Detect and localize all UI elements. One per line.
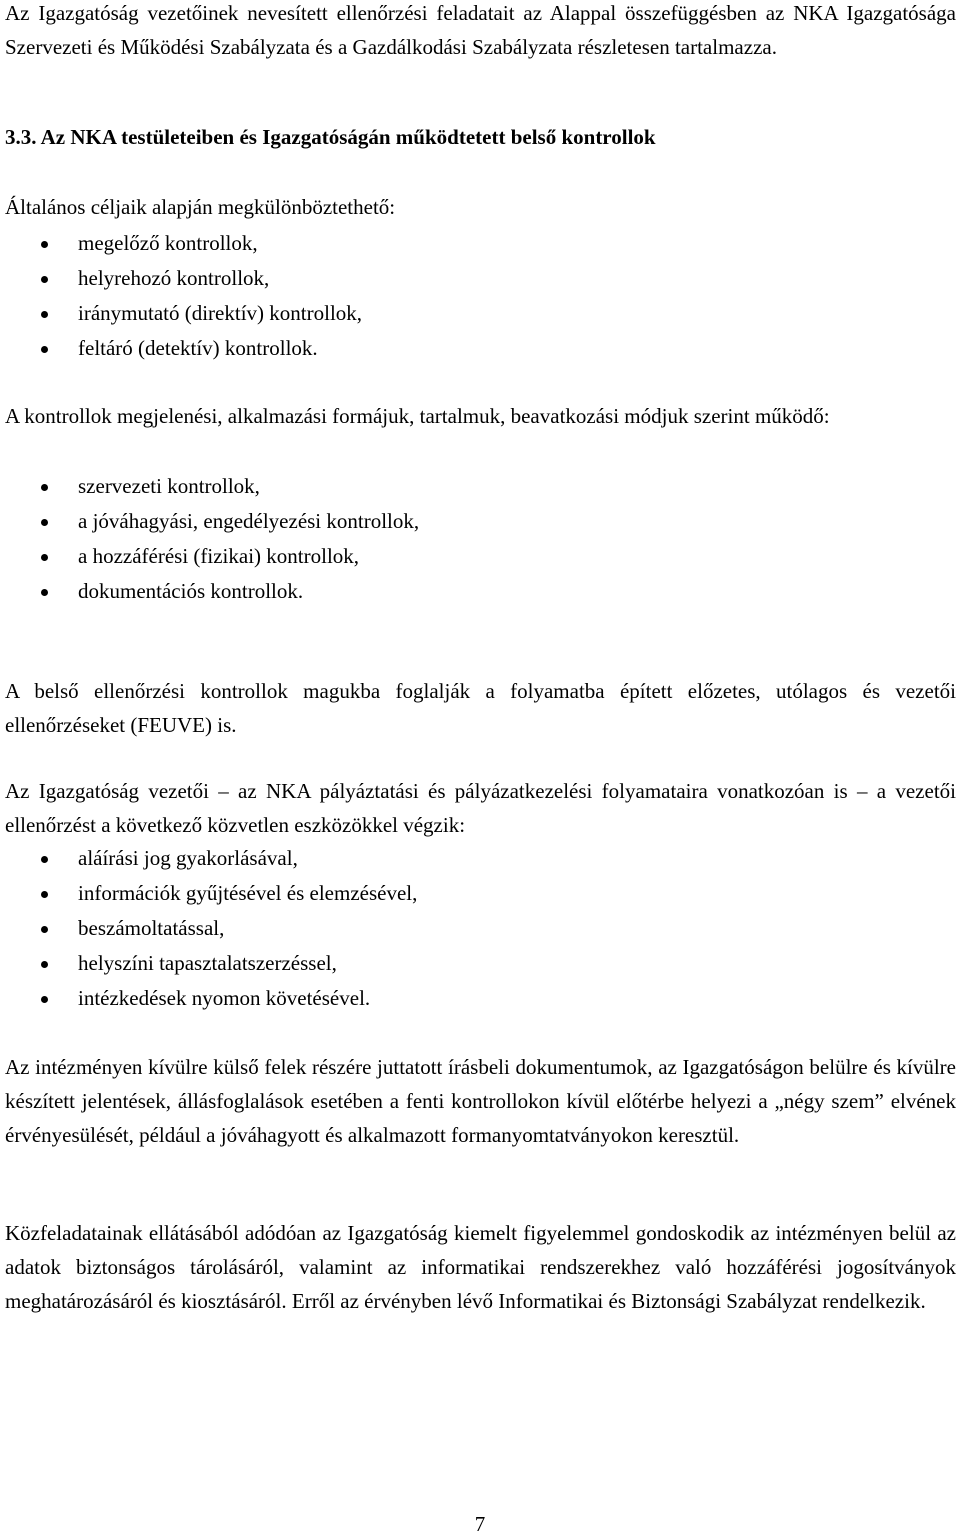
list-item: beszámoltatással, [5, 911, 417, 946]
feuve-paragraph: A belső ellenőrzési kontrollok magukba foglalják a folyamatba épített előzetes, utólagos és vezetői ellenőrzéseket (FEUVE) is. [5, 679, 956, 737]
bullet-icon [41, 589, 48, 596]
bullet-icon [41, 961, 48, 968]
list-item: megelőző kontrollok, [5, 226, 362, 261]
bullet-icon [41, 891, 48, 898]
leaders-paragraph: Az Igazgatóság vezetői – az NKA pályáztatási és pályázatkezelési folyamataira vonatkozóan is – a vezetői ellenőrzést a következő közvetlen eszközökkel végzik: [5, 779, 956, 837]
list-item: helyszíni tapasztalatszerzéssel, [5, 946, 417, 981]
page-number: 7 [474, 1512, 486, 1536]
management-tools-list [5, 841, 417, 1016]
section-heading: 3.3. Az NKA testületeiben és Igazgatóságán működtetett belső kontrollok [5, 125, 656, 149]
bullet-icon [41, 484, 48, 491]
public-duties-paragraph: Közfeladatainak ellátásából adódóan az Igazgatóság kiemelt figyelemmel gondoskodik az intézményen belül az adatok biztonságos tárolásáról, valamint az informatikai rendszerekhez való hozzáférési jogosítványok meghatározásáról és kiosztásáról. Erről az érvényben lévő Informatikai és Biztonsági Szabályzat rendelkezik. [5, 1221, 956, 1313]
bullet-icon [41, 554, 48, 561]
list-item: feltáró (detektív) kontrollok. [5, 331, 362, 366]
list-item: a jóváhagyási, engedélyezési kontrollok, [5, 504, 419, 539]
documents-paragraph: Az intézményen kívülre külső felek részére juttatott írásbeli dokumentumok, az Igazgatóságon belülre és kívülre készített jelentések, állásfoglalások esetében a fenti kontrollokon kívül előtérbe helyezi a „négy szem” elvének érvényesülését, például a jóváhagyott és alkalmazott formanyomtatványokon keresztül. [5, 1055, 956, 1147]
bullet-icon [41, 276, 48, 283]
control-forms-list [5, 469, 419, 609]
bullet-icon [41, 346, 48, 353]
list-item: helyrehozó kontrollok, [5, 261, 362, 296]
list-item: intézkedések nyomon követésével. [5, 981, 417, 1016]
bullet-icon [41, 926, 48, 933]
list-item: dokumentációs kontrollok. [5, 574, 419, 609]
bullet-icon [41, 519, 48, 526]
forms-paragraph: A kontrollok megjelenési, alkalmazási formájuk, tartalmuk, beavatkozási módjuk szerint működő: [5, 404, 830, 428]
list1-intro: Általános céljaik alapján megkülönböztethető: [5, 195, 396, 219]
bullet-icon [41, 241, 48, 248]
list-item: a hozzáférési (fizikai) kontrollok, [5, 539, 419, 574]
bullet-icon [41, 856, 48, 863]
bullet-icon [41, 311, 48, 318]
bullet-icon [41, 996, 48, 1003]
list-item: információk gyűjtésével és elemzésével, [5, 876, 417, 911]
control-goals-list [5, 226, 362, 366]
intro-paragraph: Az Igazgatóság vezetőinek nevesített ellenőrzési feladatait az Alappal összefüggésben az NKA Igazgatósága Szervezeti és Működési Szabályzata és a Gazdálkodási Szabályzata részletesen tartalmazza. [5, 1, 956, 59]
list-item: iránymutató (direktív) kontrollok, [5, 296, 362, 331]
list-item: aláírási jog gyakorlásával, [5, 841, 417, 876]
list-item: szervezeti kontrollok, [5, 469, 419, 504]
